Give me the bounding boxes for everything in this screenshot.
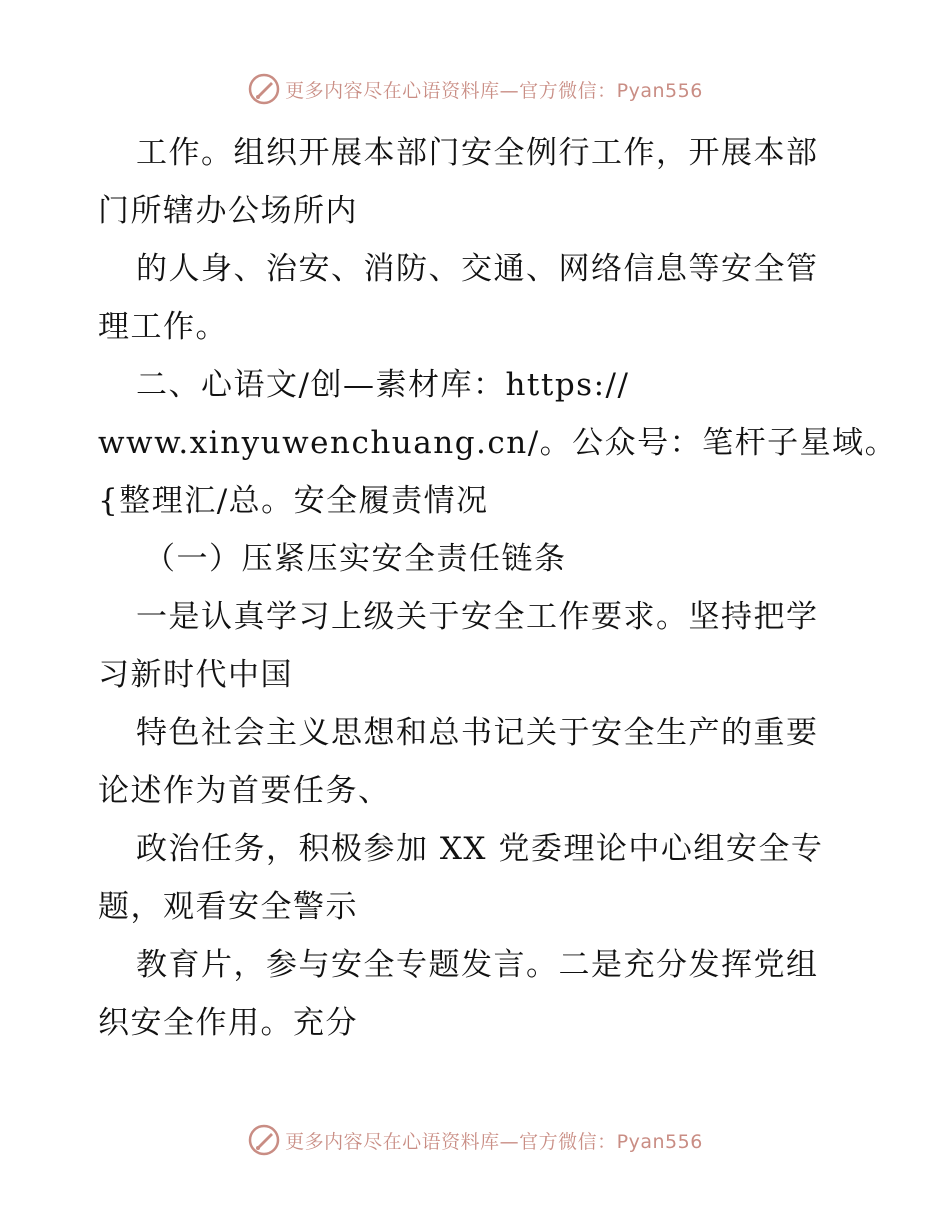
pen-logo-icon bbox=[247, 1123, 281, 1157]
text-line: 理工作。 bbox=[98, 309, 228, 345]
text-line: 题，观看安全警示 bbox=[98, 889, 358, 925]
text-line: 特色社会主义思想和总书记关于安全生产的重要 bbox=[136, 715, 819, 751]
text-line: 门所辖办公场所内 bbox=[98, 193, 358, 229]
text-line: {整理汇/总。安全履责情况 bbox=[98, 483, 489, 519]
pen-logo-icon bbox=[247, 72, 281, 106]
text-line: 一是认真学习上级关于安全工作要求。坚持把学 bbox=[136, 599, 819, 635]
watermark-text: 更多内容尽在心语资料库—官方微信：Pyan556 bbox=[285, 1130, 703, 1153]
footer-watermark bbox=[0, 1123, 950, 1157]
text-line: 织安全作用。充分 bbox=[98, 1005, 358, 1041]
header-watermark bbox=[0, 72, 950, 106]
text-line: 教育片，参与安全专题发言。二是充分发挥党组 bbox=[136, 947, 819, 983]
watermark-text: 更多内容尽在心语资料库—官方微信：Pyan556 bbox=[285, 79, 703, 102]
text-line: 工作。组织开展本部门安全例行工作，开展本部 bbox=[136, 135, 819, 171]
text-line: 习新时代中国 bbox=[98, 657, 293, 693]
subsection-heading: （一）压紧压实安全责任链条 bbox=[144, 541, 567, 577]
text-line: 论述作为首要任务、 bbox=[98, 773, 391, 809]
text-line: 政治任务，积极参加 XX 党委理论中心组安全专 bbox=[136, 831, 824, 867]
document-body bbox=[98, 124, 898, 1052]
text-line: 的人身、治安、消防、交通、网络信息等安全管 bbox=[136, 251, 819, 287]
section-heading: 二、心语文/创—素材库：https:// bbox=[136, 367, 630, 403]
text-line: www.xinyuwenchuang.cn/。公众号：笔杆子星域。 bbox=[98, 425, 898, 461]
